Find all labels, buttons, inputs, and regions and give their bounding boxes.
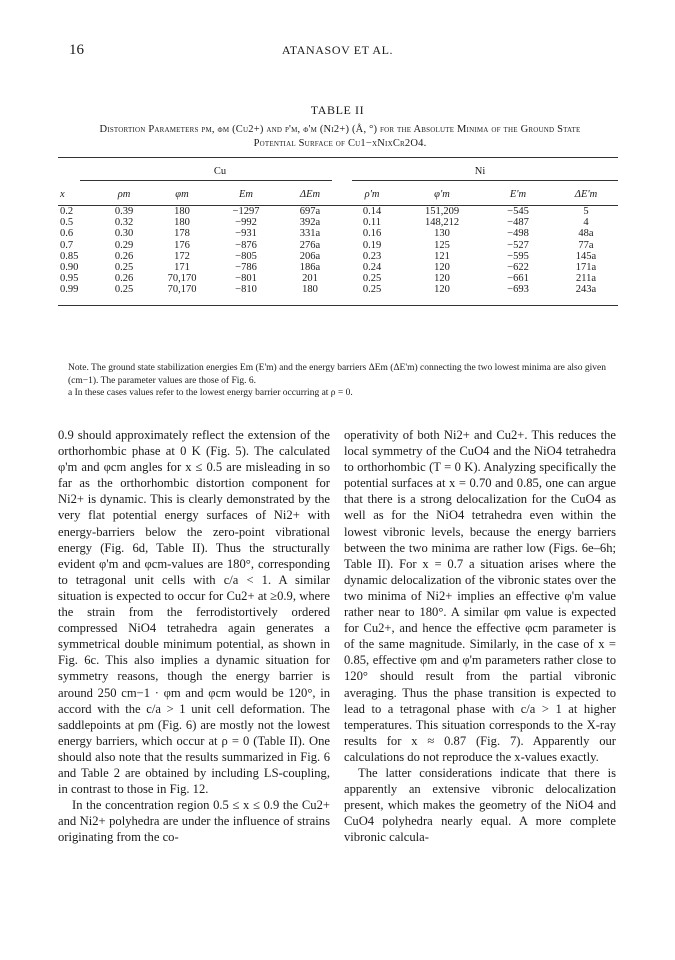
table-cell: 176 — [174, 239, 190, 251]
table-cell: 48a — [578, 228, 594, 240]
table-cell: 125 — [434, 239, 450, 251]
table-row — [58, 228, 618, 239]
table-cell: 171a — [575, 262, 597, 274]
group-header-ni: Ni — [474, 165, 486, 177]
table-cell: −693 — [507, 284, 529, 296]
table-cell: −1297 — [232, 206, 260, 217]
page-number: 16 — [69, 42, 84, 58]
table-cell: 0.95 — [60, 273, 79, 285]
right-paragraph-1: operativity of both Ni2+ and Cu2+. This reduces the local symmetry of the CuO4 and the NiO4 tetrahedra to orthorhombic (T = 0 K). Analyzing specifically the potential surfaces at x = 0.70 and 0.85, one can argue that there is a strong delocalization for the CuO4 as well as for the NiO4 tetrahedra even within the lowest vibronic levels, because the energy barriers between the two minima are rather low (Figs. 6e–6h; Table II). For x = 0.7 a situation arises where the dynamic delocalization of the vibronic states over the two minima of Ni2+ implies an effective φ'm value rather near to 180°. A similar φm value is expected for Cu2+, and hence the effective φcm parameter is of the same magnitude. Similarly, in the case of x = 0.85, effective φm and φ'm parameters rather close to 120° should result from the partial vibronic averaging. Thus the phase transition is expected to lead to a tetragonal phase with c/a > 1 at higher temperatures. This situation corresponds to the X-ray results for x ≈ 0.87 (Fig. 7). Apparently our calculations do not reproduce the x-values exactly. — [344, 428, 616, 764]
column-header: φ'm — [434, 188, 450, 200]
column-header: φm — [175, 188, 189, 200]
note-footnote: a In these cases values refer to the lowest energy barrier occurring at ρ = 0. — [68, 388, 353, 398]
table-cell: −498 — [507, 228, 529, 240]
table-cell: −810 — [235, 284, 257, 296]
table-cell: 331a — [299, 228, 321, 240]
table-cell: 180 — [174, 217, 190, 229]
left-paragraph-1: 0.9 should approximately reflect the extension of the orthorhombic phase at 0 K (Fig. 5). The calculated φ'm and φcm angles for x ≤ 0.5 are misleading in so far as the orthorhombic distortion component for Ni2+ is dynamic. This is clearly demonstrated by the very flat potential energy surfaces of Ni2+ with energy-barriers below the zero-point vibrational energy (Fig. 6d, Table II). Thus the structurally evident φ'm and φcm-values are 180°, corresponding to tetragonal unit cells with c/a < 1. A similar situation is expected to occur for Cu2+ at ≥0.9, where the strain from the ferrodistortively ordered compressed NiO4 tetrahedra again generates a symmetrical double minimum potential, as shown in Fig. 6c. This also implies a dynamic situation for symmetry reasons, though the energy barrier is around 250 cm−1 · φm and φcm would be 120°, in accord with the c/a > 1 unit cell deformation. The saddlepoints at ρm (Fig. 6) are mostly not the lowest energy barriers, which occur at ρ = 0 (Table II). One should also note that the results summarized in Fig. 6 and Table 2 are obtained by including LS-coupling, in contrast to those in Fig. 12. — [58, 428, 330, 797]
table-cell: −801 — [235, 273, 257, 285]
table-cell: 201 — [302, 273, 318, 285]
table-top-rule — [58, 157, 618, 158]
table-row — [58, 206, 618, 217]
table-cell: 0.5 — [60, 217, 74, 229]
table-cell: 70,170 — [167, 284, 197, 296]
table-caption: Distortion Parameters ρm, φm (Cu2+) and ρ'm, φ'm (Ni2+) (Å, °) for the Absolute Minima of the Ground State Potential Surface of Cu1−xNixCr2O4. — [99, 124, 581, 149]
table-cell: 180 — [302, 284, 318, 296]
right-paragraph-2: The latter considerations indicate that there is apparently an extensive vibronic delocalization present, which makes the geometry of the NiO4 and CuO4 polyhedra nearly equal. A more complete vibronic calcula- — [344, 765, 616, 845]
table-cell: −622 — [507, 262, 529, 274]
table-cell: 0.32 — [114, 217, 134, 229]
table-cell: 4 — [583, 217, 589, 229]
table-cell: 0.90 — [60, 262, 79, 274]
table-label: TABLE II — [310, 103, 365, 117]
table-cell: 0.23 — [362, 250, 382, 262]
table-cell: −661 — [507, 273, 529, 285]
table-cell: −595 — [507, 250, 529, 262]
table-cell: 276a — [299, 239, 321, 251]
running-head: ATANASOV ET AL. — [281, 43, 394, 57]
table-cell: −805 — [235, 250, 257, 262]
table-cell: 0.25 — [114, 262, 134, 274]
table-cell: −876 — [235, 239, 257, 251]
table-cell: 130 — [434, 228, 450, 240]
body-left-column — [58, 427, 330, 845]
table-cell: 243a — [575, 284, 597, 296]
table-cell: −487 — [507, 217, 529, 229]
table-cell: 172 — [174, 250, 190, 262]
table-cell: 0.11 — [363, 217, 381, 229]
table-cell: 148,212 — [424, 217, 460, 229]
table-cell: 77a — [578, 239, 594, 251]
table-cell: 0.85 — [60, 250, 79, 262]
table-cell: 186a — [299, 262, 321, 274]
column-header-row — [58, 182, 618, 206]
table-cell: 0.6 — [60, 228, 74, 240]
table-cell: 151,209 — [424, 206, 460, 217]
column-header: x — [60, 188, 65, 200]
table-cell: 0.24 — [362, 262, 382, 274]
table-cell: 211a — [575, 273, 597, 285]
column-header: ΔEm — [299, 188, 321, 200]
table-cell: 120 — [434, 262, 450, 274]
table-cell: 178 — [174, 228, 190, 240]
table-cell: −527 — [507, 239, 529, 251]
table-cell: 0.30 — [114, 228, 134, 240]
table-cell: 0.99 — [60, 284, 79, 296]
table-cell: 120 — [434, 284, 450, 296]
distortion-table — [58, 160, 618, 296]
table-cell: 0.25 — [362, 273, 382, 285]
page-header — [0, 42, 675, 62]
table-cell: −931 — [235, 228, 257, 240]
table-cell: 121 — [434, 250, 450, 262]
table-cell: 0.2 — [60, 206, 74, 217]
column-header: E'm — [509, 188, 527, 200]
table-cell: 392a — [299, 217, 321, 229]
table-row — [58, 217, 618, 228]
table-bottom-rule — [58, 305, 618, 306]
table-cell: 0.16 — [362, 228, 382, 240]
table-cell: 0.26 — [114, 250, 134, 262]
table-cell: 697a — [299, 206, 321, 217]
table-row — [58, 262, 618, 273]
column-header: Em — [239, 188, 253, 200]
table-note — [58, 362, 618, 400]
table-cell: 171 — [174, 262, 190, 274]
table-cell: −992 — [235, 217, 257, 229]
table-row — [58, 251, 618, 262]
column-header: ΔE'm — [574, 188, 598, 200]
table-cell: 206a — [299, 250, 321, 262]
table-cell: 145a — [575, 250, 597, 262]
table-cell: 0.29 — [114, 239, 134, 251]
table-row — [58, 284, 618, 295]
note-text: Note. The ground state stabilization energies Em (E'm) and the energy barriers ΔEm (ΔE'm) connecting the two lowest minima are also given (cm−1). The parameter values are those of Fig. 6. — [68, 363, 606, 386]
table-cell: 0.19 — [362, 239, 382, 251]
table-cell: −545 — [507, 206, 529, 217]
table-cell: 5 — [583, 206, 589, 217]
table-cell: 70,170 — [167, 273, 197, 285]
table-cell: 0.14 — [362, 206, 382, 217]
body-right-column — [344, 427, 616, 845]
column-header: ρ'm — [364, 188, 380, 200]
table-cell: 0.25 — [362, 284, 382, 296]
table-cell: 120 — [434, 273, 450, 285]
table-cell: 180 — [174, 206, 190, 217]
table-row — [58, 273, 618, 284]
table-row — [58, 240, 618, 251]
table-cell: 0.39 — [114, 206, 134, 217]
table-cell: 0.26 — [114, 273, 134, 285]
table-cell: 0.25 — [114, 284, 134, 296]
table-cell: −786 — [235, 262, 257, 274]
table-body — [58, 206, 618, 296]
left-paragraph-2: In the concentration region 0.5 ≤ x ≤ 0.9 the Cu2+ and Ni2+ polyhedra are under the influence of strains originating from the co- — [58, 798, 330, 845]
table-cell: 0.7 — [60, 239, 74, 251]
group-header-cu: Cu — [213, 165, 227, 177]
column-header: ρm — [117, 188, 131, 200]
